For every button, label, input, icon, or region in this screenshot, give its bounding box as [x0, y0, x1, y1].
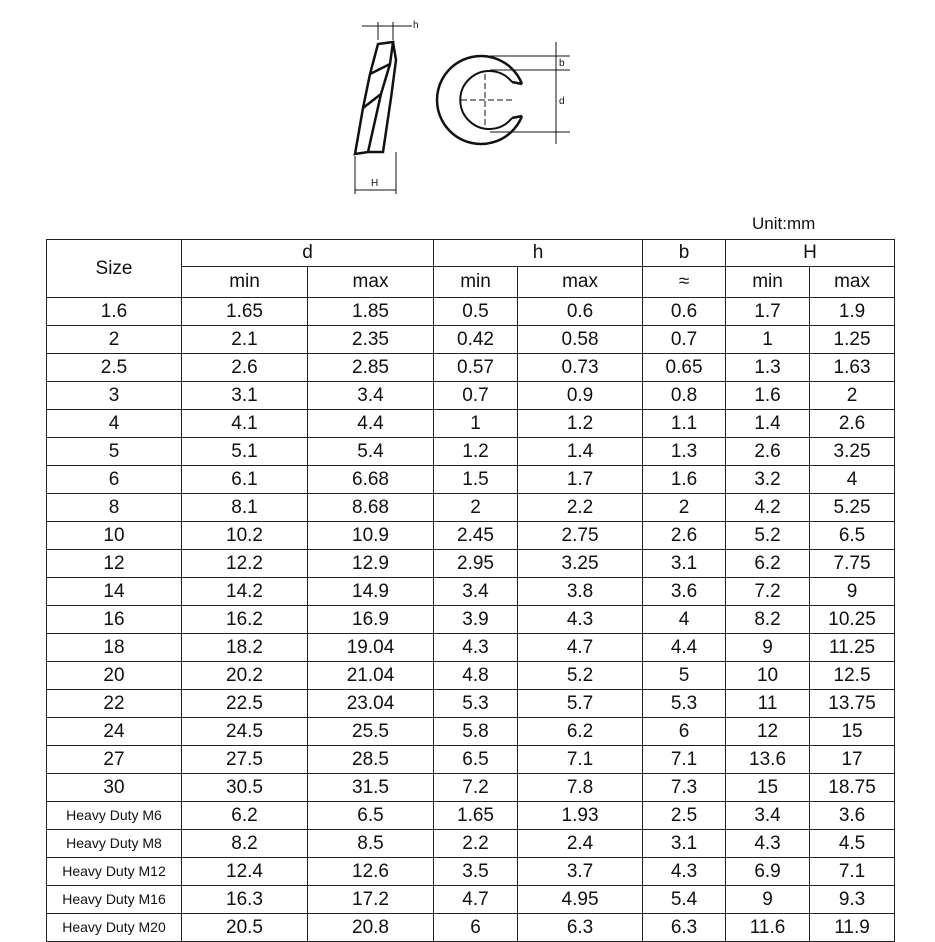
cell-d-min: 2.6 [182, 354, 308, 382]
cell-H-max: 2 [810, 382, 895, 410]
cell-H-min: 7.2 [726, 578, 810, 606]
cell-b-approx: 7.1 [643, 746, 726, 774]
cell-size: 16 [47, 606, 182, 634]
cell-size: 4 [47, 410, 182, 438]
cell-h-max: 4.95 [518, 886, 643, 914]
dim-label-h: h [413, 20, 419, 31]
cell-d-min: 27.5 [182, 746, 308, 774]
cell-H-max: 4.5 [810, 830, 895, 858]
cell-h-min: 6 [434, 914, 518, 942]
cell-size: Heavy Duty M16 [47, 886, 182, 914]
cell-b-approx: 6.3 [643, 914, 726, 942]
cell-size: Heavy Duty M12 [47, 858, 182, 886]
cell-b-approx: 0.8 [643, 382, 726, 410]
cell-H-max: 9 [810, 578, 895, 606]
cell-h-min: 5.8 [434, 718, 518, 746]
cell-H-max: 5.25 [810, 494, 895, 522]
table-row [47, 466, 895, 494]
cell-b-approx: 1.6 [643, 466, 726, 494]
cell-H-min: 8.2 [726, 606, 810, 634]
cell-H-min: 4.2 [726, 494, 810, 522]
table-row [47, 634, 895, 662]
cell-H-max: 17 [810, 746, 895, 774]
cell-h-max: 7.1 [518, 746, 643, 774]
cell-H-max: 12.5 [810, 662, 895, 690]
table-row [47, 774, 895, 802]
cell-H-max: 7.75 [810, 550, 895, 578]
cell-H-min: 3.2 [726, 466, 810, 494]
cell-h-max: 5.2 [518, 662, 643, 690]
table-row [47, 438, 895, 466]
cell-d-min: 6.2 [182, 802, 308, 830]
table-row [47, 886, 895, 914]
cell-d-max: 10.9 [308, 522, 434, 550]
table-row [47, 410, 895, 438]
cell-h-min: 0.57 [434, 354, 518, 382]
cell-H-min: 6.2 [726, 550, 810, 578]
table-row [47, 578, 895, 606]
dim-label-d: d [559, 96, 565, 107]
cell-h-max: 3.8 [518, 578, 643, 606]
cell-size: 12 [47, 550, 182, 578]
cell-d-max: 1.85 [308, 298, 434, 326]
sub-header-H-min: min [726, 267, 810, 298]
cell-b-approx: 6 [643, 718, 726, 746]
cell-H-min: 3.4 [726, 802, 810, 830]
group-header-H: H [726, 240, 895, 267]
cell-H-min: 1.6 [726, 382, 810, 410]
cell-H-min: 1.4 [726, 410, 810, 438]
cell-h-min: 2 [434, 494, 518, 522]
group-header-b: b [643, 240, 726, 267]
dimensions-table [46, 239, 895, 942]
cell-h-min: 7.2 [434, 774, 518, 802]
cell-d-min: 24.5 [182, 718, 308, 746]
cell-b-approx: 0.7 [643, 326, 726, 354]
cell-d-min: 18.2 [182, 634, 308, 662]
cell-d-max: 19.04 [308, 634, 434, 662]
cell-d-min: 5.1 [182, 438, 308, 466]
cell-d-max: 23.04 [308, 690, 434, 718]
table-row [47, 298, 895, 326]
cell-H-min: 1 [726, 326, 810, 354]
cell-size: 14 [47, 578, 182, 606]
cell-size: 10 [47, 522, 182, 550]
cell-h-min: 2.2 [434, 830, 518, 858]
cell-h-min: 1.65 [434, 802, 518, 830]
cell-d-min: 8.1 [182, 494, 308, 522]
cell-d-max: 4.4 [308, 410, 434, 438]
cell-H-max: 1.9 [810, 298, 895, 326]
cell-size: 27 [47, 746, 182, 774]
cell-d-max: 6.5 [308, 802, 434, 830]
cell-h-min: 6.5 [434, 746, 518, 774]
cell-h-min: 3.9 [434, 606, 518, 634]
sub-header-b-approx: ≈ [643, 267, 726, 298]
cell-b-approx: 5.4 [643, 886, 726, 914]
table-row [47, 326, 895, 354]
cell-d-min: 16.2 [182, 606, 308, 634]
cell-d-max: 6.68 [308, 466, 434, 494]
cell-h-max: 3.25 [518, 550, 643, 578]
cell-H-min: 12 [726, 718, 810, 746]
cell-h-max: 4.7 [518, 634, 643, 662]
table-row [47, 494, 895, 522]
cell-H-max: 7.1 [810, 858, 895, 886]
cell-H-min: 15 [726, 774, 810, 802]
cell-size: 8 [47, 494, 182, 522]
cell-d-max: 25.5 [308, 718, 434, 746]
cell-d-min: 2.1 [182, 326, 308, 354]
cell-size: 2.5 [47, 354, 182, 382]
cell-b-approx: 3.6 [643, 578, 726, 606]
cell-h-max: 5.7 [518, 690, 643, 718]
cell-d-min: 1.65 [182, 298, 308, 326]
cell-d-min: 3.1 [182, 382, 308, 410]
sub-header-h-max: max [518, 267, 643, 298]
cell-size: 24 [47, 718, 182, 746]
cell-H-min: 5.2 [726, 522, 810, 550]
cell-b-approx: 3.1 [643, 550, 726, 578]
cell-H-max: 1.25 [810, 326, 895, 354]
cell-H-min: 11 [726, 690, 810, 718]
cell-d-max: 8.68 [308, 494, 434, 522]
cell-d-min: 6.1 [182, 466, 308, 494]
unit-label: Unit:mm [752, 214, 816, 233]
dim-label-b: b [559, 58, 565, 69]
cell-h-max: 1.4 [518, 438, 643, 466]
cell-b-approx: 5 [643, 662, 726, 690]
cell-b-approx: 1.3 [643, 438, 726, 466]
size-header: Size [47, 240, 182, 298]
table-row [47, 522, 895, 550]
cell-h-max: 3.7 [518, 858, 643, 886]
cell-H-max: 6.5 [810, 522, 895, 550]
cell-b-approx: 3.1 [643, 830, 726, 858]
cell-b-approx: 4 [643, 606, 726, 634]
cell-d-max: 16.9 [308, 606, 434, 634]
cell-H-min: 1.3 [726, 354, 810, 382]
cell-H-max: 3.6 [810, 802, 895, 830]
cell-H-min: 9 [726, 634, 810, 662]
cell-H-max: 3.25 [810, 438, 895, 466]
cell-size: Heavy Duty M8 [47, 830, 182, 858]
cell-h-max: 6.3 [518, 914, 643, 942]
cell-h-max: 2.4 [518, 830, 643, 858]
table-row [47, 606, 895, 634]
cell-size: 2 [47, 326, 182, 354]
cell-H-max: 18.75 [810, 774, 895, 802]
cell-h-max: 1.7 [518, 466, 643, 494]
cell-h-max: 0.6 [518, 298, 643, 326]
cell-h-min: 4.7 [434, 886, 518, 914]
cell-H-max: 9.3 [810, 886, 895, 914]
cell-h-max: 0.9 [518, 382, 643, 410]
cell-d-min: 30.5 [182, 774, 308, 802]
cell-size: 1.6 [47, 298, 182, 326]
spring-washer-diagram [250, 12, 610, 204]
dim-label-H: H [371, 178, 379, 189]
cell-h-min: 1 [434, 410, 518, 438]
cell-d-min: 8.2 [182, 830, 308, 858]
cell-d-max: 12.9 [308, 550, 434, 578]
cell-size: 5 [47, 438, 182, 466]
cell-h-min: 1.2 [434, 438, 518, 466]
cell-H-max: 10.25 [810, 606, 895, 634]
table-row [47, 802, 895, 830]
cell-h-max: 0.58 [518, 326, 643, 354]
cell-h-max: 6.2 [518, 718, 643, 746]
cell-H-max: 13.75 [810, 690, 895, 718]
cell-d-max: 2.35 [308, 326, 434, 354]
cell-h-min: 3.4 [434, 578, 518, 606]
header-row-groups [47, 240, 895, 267]
table-row [47, 914, 895, 942]
cell-b-approx: 0.6 [643, 298, 726, 326]
cell-h-min: 5.3 [434, 690, 518, 718]
cell-d-min: 10.2 [182, 522, 308, 550]
cell-b-approx: 2 [643, 494, 726, 522]
cell-d-min: 14.2 [182, 578, 308, 606]
cell-H-min: 13.6 [726, 746, 810, 774]
cell-d-max: 8.5 [308, 830, 434, 858]
cell-h-max: 0.73 [518, 354, 643, 382]
table-row [47, 550, 895, 578]
cell-H-min: 4.3 [726, 830, 810, 858]
cell-h-min: 3.5 [434, 858, 518, 886]
cell-h-min: 4.3 [434, 634, 518, 662]
cell-h-max: 4.3 [518, 606, 643, 634]
cell-d-max: 3.4 [308, 382, 434, 410]
table-row [47, 354, 895, 382]
cell-H-max: 15 [810, 718, 895, 746]
cell-size: Heavy Duty M6 [47, 802, 182, 830]
cell-H-max: 11.9 [810, 914, 895, 942]
cell-size: 30 [47, 774, 182, 802]
cell-d-max: 21.04 [308, 662, 434, 690]
cell-H-max: 4 [810, 466, 895, 494]
cell-b-approx: 1.1 [643, 410, 726, 438]
cell-H-min: 9 [726, 886, 810, 914]
cell-d-max: 20.8 [308, 914, 434, 942]
cell-h-max: 1.93 [518, 802, 643, 830]
cell-h-max: 2.2 [518, 494, 643, 522]
cell-H-min: 10 [726, 662, 810, 690]
cell-size: Heavy Duty M20 [47, 914, 182, 942]
cell-h-min: 0.42 [434, 326, 518, 354]
cell-h-max: 1.2 [518, 410, 643, 438]
table-row [47, 858, 895, 886]
cell-b-approx: 4.4 [643, 634, 726, 662]
table-row [47, 690, 895, 718]
cell-d-min: 20.2 [182, 662, 308, 690]
table-row [47, 746, 895, 774]
cell-h-min: 0.7 [434, 382, 518, 410]
cell-h-min: 2.45 [434, 522, 518, 550]
cell-b-approx: 4.3 [643, 858, 726, 886]
cell-d-max: 28.5 [308, 746, 434, 774]
cell-H-min: 2.6 [726, 438, 810, 466]
cell-d-max: 31.5 [308, 774, 434, 802]
cell-b-approx: 2.6 [643, 522, 726, 550]
cell-d-max: 5.4 [308, 438, 434, 466]
cell-h-min: 1.5 [434, 466, 518, 494]
cell-size: 3 [47, 382, 182, 410]
cell-b-approx: 0.65 [643, 354, 726, 382]
cell-H-max: 11.25 [810, 634, 895, 662]
cell-h-max: 7.8 [518, 774, 643, 802]
cell-H-max: 1.63 [810, 354, 895, 382]
sub-header-d-min: min [182, 267, 308, 298]
cell-size: 18 [47, 634, 182, 662]
cell-size: 6 [47, 466, 182, 494]
cell-d-min: 20.5 [182, 914, 308, 942]
cell-H-min: 11.6 [726, 914, 810, 942]
cell-b-approx: 5.3 [643, 690, 726, 718]
cell-size: 22 [47, 690, 182, 718]
cell-H-max: 2.6 [810, 410, 895, 438]
sub-header-d-max: max [308, 267, 434, 298]
cell-d-min: 16.3 [182, 886, 308, 914]
cell-h-min: 0.5 [434, 298, 518, 326]
table-row [47, 662, 895, 690]
cell-h-max: 2.75 [518, 522, 643, 550]
cell-H-min: 6.9 [726, 858, 810, 886]
cell-b-approx: 2.5 [643, 802, 726, 830]
cell-d-min: 12.4 [182, 858, 308, 886]
sub-header-h-min: min [434, 267, 518, 298]
cell-b-approx: 7.3 [643, 774, 726, 802]
cell-d-min: 4.1 [182, 410, 308, 438]
cell-d-max: 2.85 [308, 354, 434, 382]
group-header-d: d [182, 240, 434, 267]
cell-d-max: 14.9 [308, 578, 434, 606]
group-header-h: h [434, 240, 643, 267]
cell-h-min: 2.95 [434, 550, 518, 578]
cell-h-min: 4.8 [434, 662, 518, 690]
table-row [47, 382, 895, 410]
sub-header-H-max: max [810, 267, 895, 298]
table-row [47, 830, 895, 858]
cell-d-min: 12.2 [182, 550, 308, 578]
cell-d-min: 22.5 [182, 690, 308, 718]
cell-d-max: 12.6 [308, 858, 434, 886]
table-row [47, 718, 895, 746]
cell-H-min: 1.7 [726, 298, 810, 326]
cell-size: 20 [47, 662, 182, 690]
cell-d-max: 17.2 [308, 886, 434, 914]
